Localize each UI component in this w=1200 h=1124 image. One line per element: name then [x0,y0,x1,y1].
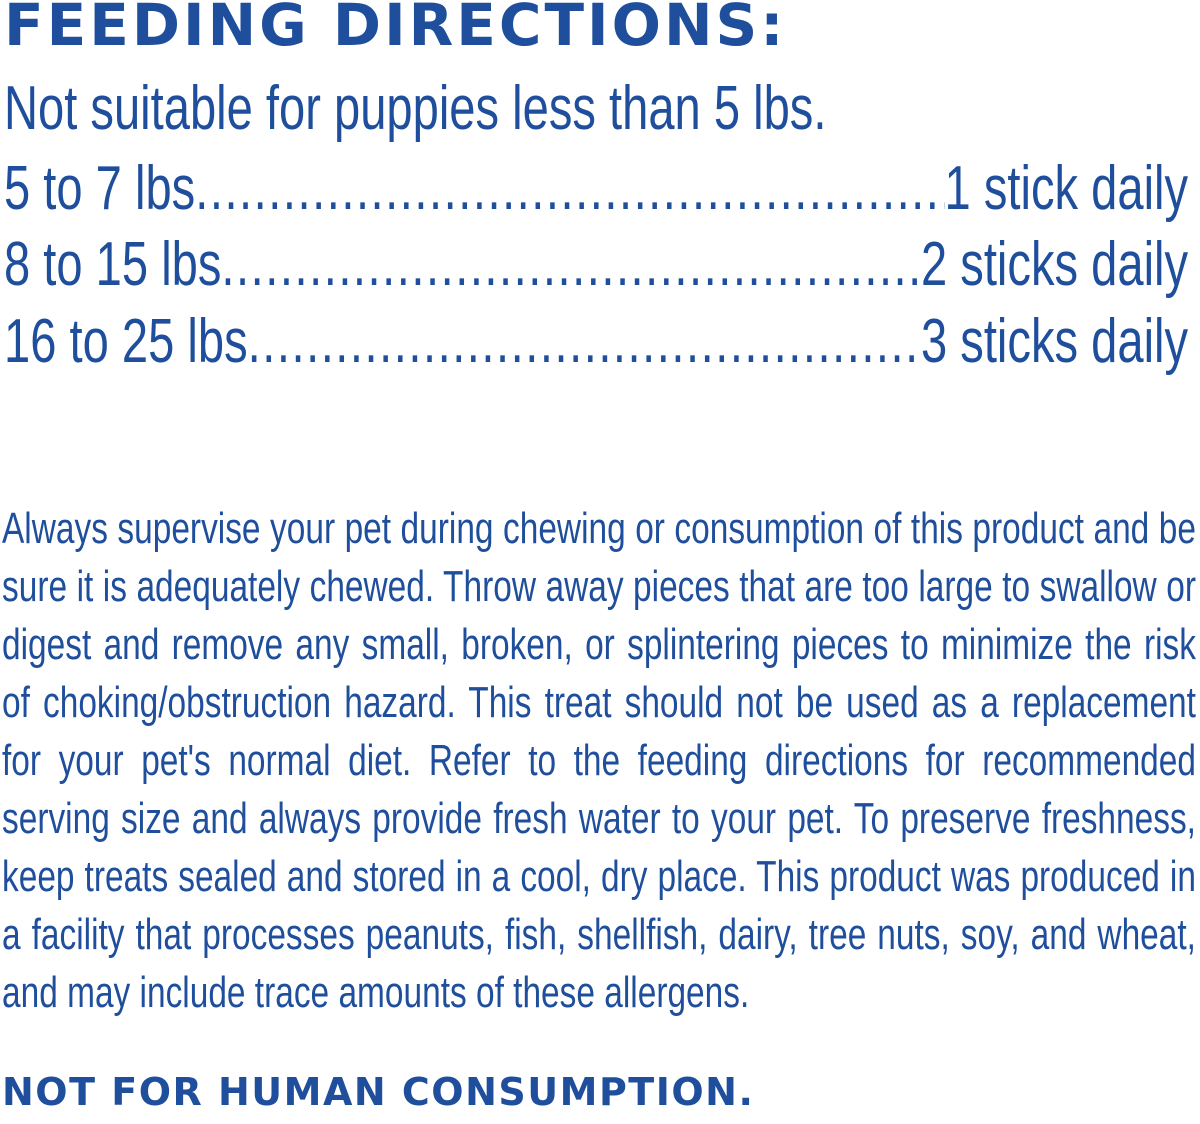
feeding-directions-heading: FEEDING DIRECTIONS: [4,0,787,59]
dosage-row [4,234,1188,304]
dosage-amount: 2 sticks daily [920,234,1188,299]
human-consumption-warning: NOT FOR HUMAN CONSUMPTION. [2,1070,755,1114]
dosage-weight: 5 to 7 lbs [4,158,196,223]
puppy-weight-notice: Not suitable for puppies less than 5 lbs. [4,74,827,143]
dosage-amount: 3 sticks daily [920,311,1188,376]
dot-leader [248,311,921,373]
safety-warning-block [2,500,1196,1080]
dot-leader [195,158,944,220]
dosage-weight: 16 to 25 lbs [4,311,248,376]
dosage-row [4,158,1188,228]
dosage-amount: 1 stick daily [944,158,1188,223]
safety-warning-text: Always supervise your pet during chewing or consumption of this product and be sure it is adequately chewed. Throw away pieces that are too large to swallow or digest and remove any small, broken, or splintering pieces to minimize the risk of choking/obstruction hazard. This treat should not be used as a replacement for your pet's normal diet. Refer to the feeding directions for recommended serving size and always provide fresh water to your pet. To preserve freshness, keep treats sealed and stored in a cool, dry place. This product was produced in a facility that processes peanuts, fish, shellfish, dairy, tree nuts, soy, and wheat, and may include trace amounts of these allergens. [2,504,1196,1017]
dosage-weight: 8 to 15 lbs [4,234,222,299]
dosage-row [4,311,1188,381]
dot-leader [221,234,921,296]
